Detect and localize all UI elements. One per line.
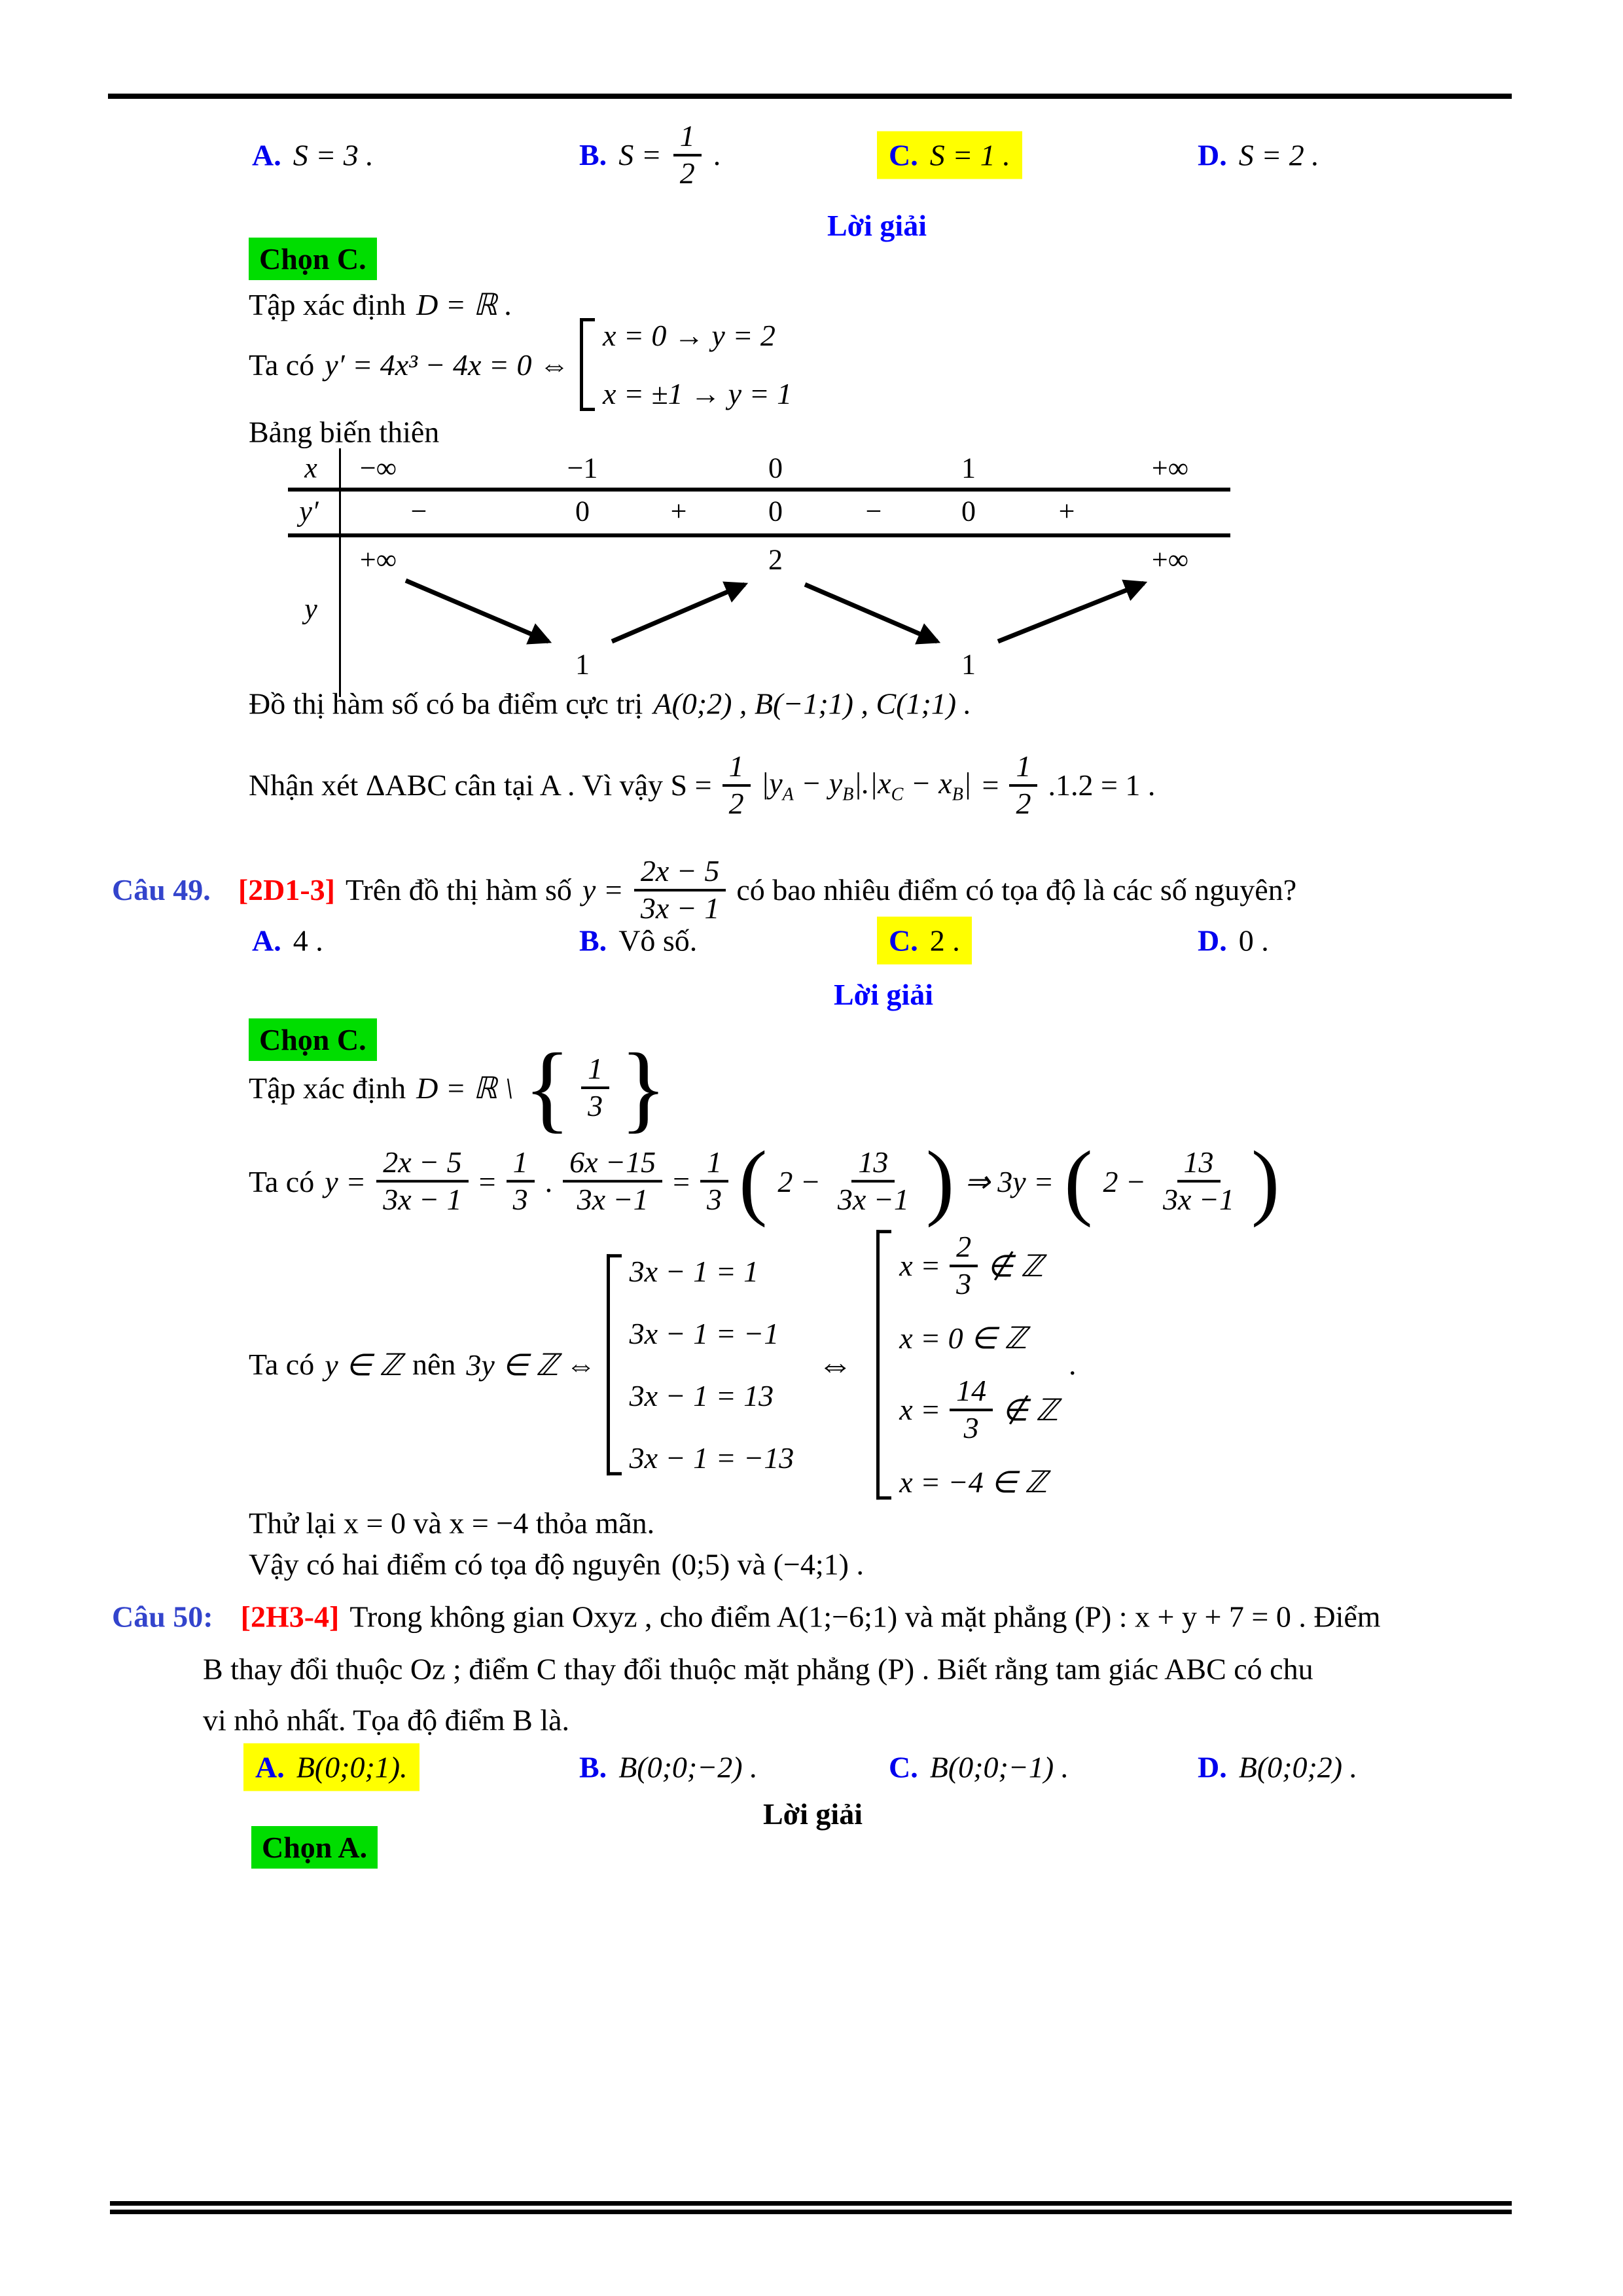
q50-question-line2: B thay đổi thuộc Oz ; điểm C thay đổi thuộc mặt phẳng (P) . Biết rằng tam giác ABC có chu <box>203 1652 1313 1686</box>
option-letter: B. <box>579 138 607 172</box>
bottom-rule-2 <box>110 2210 1512 2214</box>
option-value: B(0;0;1). <box>296 1750 408 1784</box>
row-x-label: x <box>304 452 317 484</box>
q48-solution-heading: Lời giải <box>827 209 927 242</box>
label-text: Ta có <box>249 1348 315 1382</box>
q49-option-b: B. Vô số. <box>579 924 698 958</box>
question-text: Trong không gian Oxyz , cho điểm A(1;−6;1) và mặt phẳng (P) : x + y + 7 = 0 . Điểm <box>349 1600 1381 1634</box>
x-value: −∞ <box>359 452 397 484</box>
q48-derivative-line <box>249 318 792 411</box>
q49-conclusion-line <box>249 1547 864 1582</box>
math-text: .1.2 = 1 . <box>1048 768 1156 802</box>
question-number: Câu 50: <box>112 1600 213 1634</box>
fraction: $\frac{1}{2}$ <box>1009 749 1037 821</box>
fraction: $\frac{1}{2}$ <box>722 749 751 821</box>
q50-option-a-highlighted: A. B(0;0;1). <box>243 1744 419 1791</box>
option-value: S = 1 . <box>929 138 1010 172</box>
q48-bbt-label: Bảng biến thiên <box>249 415 440 449</box>
label-text: Ta có <box>249 348 315 382</box>
q49-choice-box: Chọn C. <box>249 1018 377 1061</box>
period: . <box>1069 1348 1077 1382</box>
option-letter: D. <box>1198 138 1227 172</box>
x-value: +∞ <box>1151 452 1189 484</box>
iff-symbol: ⇔ <box>817 1345 853 1384</box>
fraction: $\frac{1}{2}$ <box>673 119 702 191</box>
q49-solution-heading: Lời giải <box>834 978 933 1011</box>
q48-domain-line <box>249 287 512 322</box>
q48-extrema-line <box>249 687 971 721</box>
case-line: 3x − 1 = −13 <box>629 1441 794 1475</box>
yprime-sign: − <box>410 495 427 528</box>
option-letter: A. <box>252 138 281 172</box>
q49-option-d: D. 0 . <box>1198 924 1269 958</box>
right-paren: ) <box>1251 1134 1280 1229</box>
q49-option-c-highlighted: C. 2 . <box>877 917 972 965</box>
fraction: $\frac{1}{3}$ <box>581 1052 609 1124</box>
label-text: Vậy có hai điểm có tọa độ nguyên <box>249 1547 661 1581</box>
math-text: D = ℝ . <box>416 288 512 321</box>
question-number: Câu 49. <box>112 873 211 907</box>
case-line: x = −4 ∈ ℤ <box>899 1465 1048 1499</box>
option-value: 4 . <box>293 924 323 958</box>
right-paren: ) <box>925 1134 955 1229</box>
option-letter: C. <box>889 138 918 172</box>
left-brace: { <box>524 1033 571 1142</box>
option-period: . <box>713 138 721 172</box>
label-text: Tập xác định <box>249 1071 406 1105</box>
label-text: Ta có <box>249 1164 315 1198</box>
q50-question-line1 <box>112 1600 1381 1634</box>
q48-option-d <box>1198 138 1319 173</box>
yprime-zero: 0 <box>961 495 976 528</box>
q49-question-line <box>112 854 1296 926</box>
case-line: x = 0 → y = 2 <box>602 319 776 352</box>
yprime-sign: − <box>865 495 882 528</box>
option-value: S = 3 . <box>293 138 374 172</box>
fraction: $\frac{2x - 5}{3x - 1}$ <box>634 854 726 926</box>
option-value: S = 2 . <box>1238 138 1319 172</box>
q50-solution-heading: Lời giải <box>763 1797 863 1831</box>
option-value: B(0;0;−1) . <box>929 1750 1069 1784</box>
math-text: y′ = 4x³ − 4x = 0 ⇔ <box>325 348 569 382</box>
top-rule <box>108 94 1512 99</box>
question-tag: [2D1-3] <box>238 873 335 907</box>
option-value: 2 . <box>929 924 960 958</box>
left-paren: ( <box>1064 1134 1093 1229</box>
variation-table <box>281 448 1237 698</box>
case-line: x = 0 ∈ ℤ <box>899 1321 1027 1355</box>
q48-remark-line <box>249 749 1155 821</box>
math-text: 3y ∈ ℤ ⇔ <box>466 1348 596 1382</box>
q48-choice-box: Chọn C. <box>249 238 377 280</box>
yprime-sign: + <box>1058 495 1075 528</box>
q49-transform-line: Ta có y = $\frac{2x - 5}{3x - 1}$ = $\frac{1}{3}$ . $\frac{6x -15}{3x -1}$ = $\frac{1}{3}$ ( 2 − $\frac{13}{3x -1}$ ) ⇒ 3y = ( 2 − $\frac{13}{3x -1}$ ) <box>249 1134 1280 1229</box>
cases-bracket <box>580 318 595 411</box>
option-value: S = <box>618 138 662 172</box>
yprime-sign: + <box>670 495 687 528</box>
left-paren: ( <box>739 1134 768 1229</box>
x-value: −1 <box>567 452 598 484</box>
row-yprime-label: y′ <box>299 495 319 528</box>
math-text: y = <box>325 1164 366 1198</box>
case-line: 3x − 1 = −1 <box>629 1317 779 1350</box>
math-text: D = ℝ \ <box>416 1071 514 1105</box>
variation-arrows <box>281 448 1237 698</box>
q49-check-line: Thử lại x = 0 và x = −4 thỏa mãn. <box>249 1506 655 1540</box>
bottom-rule-1 <box>110 2201 1512 2206</box>
q50-option-d: D. B(0;0;2) . <box>1198 1750 1358 1784</box>
y-max: 2 <box>768 543 783 576</box>
q48-option-a <box>252 138 374 173</box>
q49-option-a: A. 4 . <box>252 924 323 958</box>
q48-option-c-highlighted <box>877 132 1022 179</box>
cases-bracket <box>876 1230 891 1499</box>
case-line: 3x − 1 = 13 <box>629 1379 774 1412</box>
right-brace: } <box>620 1033 668 1142</box>
cases-bracket <box>607 1254 622 1475</box>
option-value: Vô số. <box>618 924 698 958</box>
question-text: Trên đồ thị hàm số <box>346 873 572 907</box>
q50-option-b: B. B(0;0;−2) . <box>579 1750 758 1784</box>
x-value: 1 <box>961 452 976 484</box>
q48-option-b <box>579 119 721 191</box>
option-value: B(0;0;−2) . <box>618 1750 758 1784</box>
math-text: y = <box>582 873 624 907</box>
question-tag: [2H3-4] <box>240 1600 340 1634</box>
label-text: nên <box>412 1348 456 1382</box>
option-value: B(0;0;2) . <box>1238 1750 1358 1784</box>
q50-question-line3: vi nhỏ nhất. Tọa độ điểm B là. <box>203 1703 570 1737</box>
abs-expression: $|y_A - y_B|.|x_C - x_B|$ <box>760 766 972 805</box>
case-line: x = ±1 → y = 1 <box>602 377 793 410</box>
question-text: có bao nhiêu điểm có tọa độ là các số nguyên? <box>736 873 1297 907</box>
y-min: 1 <box>575 648 590 681</box>
yprime-zero: 0 <box>768 495 783 528</box>
yprime-zero: 0 <box>575 495 590 528</box>
option-value: 0 . <box>1238 924 1269 958</box>
q50-choice-box: Chọn A. <box>251 1826 378 1869</box>
q50-option-c: C. B(0;0;−1) . <box>889 1750 1069 1784</box>
math-text: y ∈ ℤ <box>325 1348 402 1382</box>
label-text: Nhận xét ΔABC cân tại A . Vì vậy S = <box>249 768 712 802</box>
case-line: 3x − 1 = 1 <box>629 1255 759 1288</box>
row-y-label: y <box>304 592 317 625</box>
y-limit: +∞ <box>1151 543 1189 576</box>
y-limit: +∞ <box>359 543 397 576</box>
label-text: Tập xác định <box>249 287 406 321</box>
x-value: 0 <box>768 452 783 484</box>
equals: = <box>982 768 999 802</box>
label-text: Đồ thị hàm số có ba điểm cực trị <box>249 687 643 721</box>
math-text: (0;5) và (−4;1) . <box>671 1547 864 1581</box>
q49-cases-line: Ta có y ∈ ℤ nên 3y ∈ ℤ ⇔ 3x − 1 = 1 3x − 1 = −1 3x − 1 = 13 3x − 1 = −13 ⇔ x = $\frac{2}{3}$ ∉ ℤ x = 0 ∈ ℤ x = $\frac{14}{3}$ ∉ ℤ x = −4 ∈ ℤ . <box>249 1230 1077 1499</box>
y-min: 1 <box>961 648 976 681</box>
math-text: A(0;2) , B(−1;1) , C(1;1) . <box>653 687 972 721</box>
